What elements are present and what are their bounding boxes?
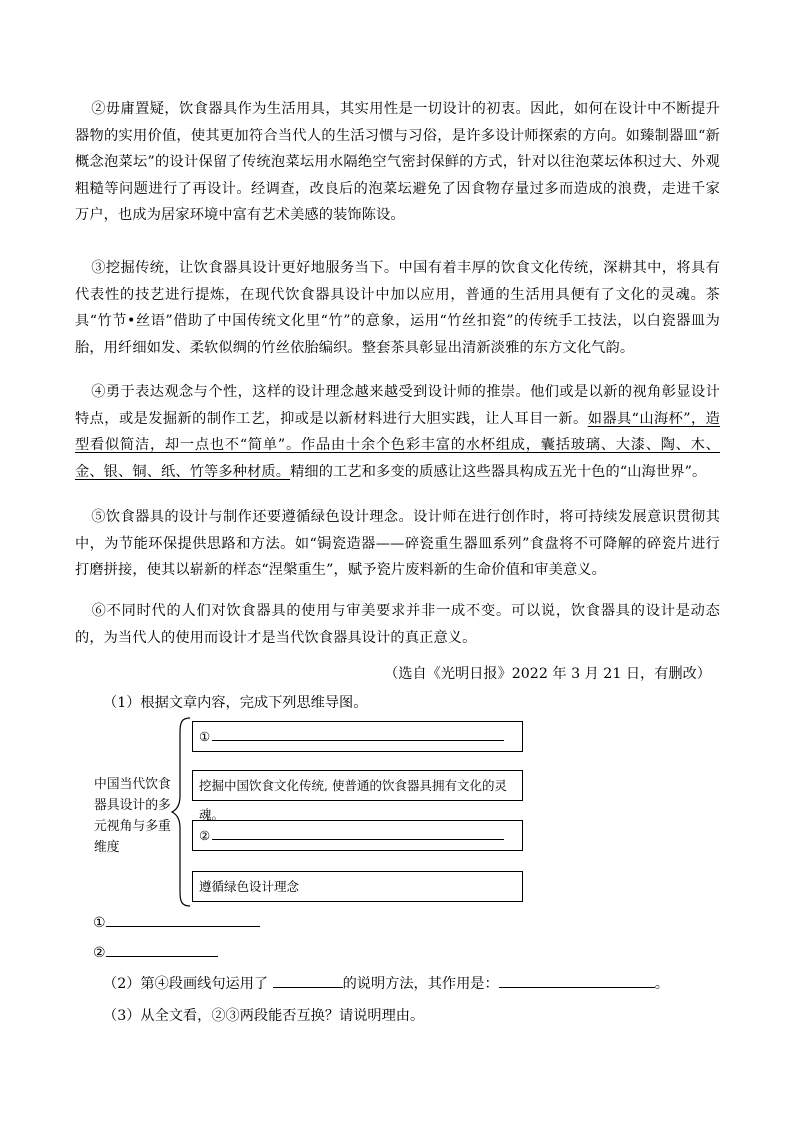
mindmap-box-3[interactable]: [192, 820, 523, 851]
answer-line-2[interactable]: [93, 942, 218, 964]
mindmap-box-4: [192, 871, 523, 902]
paragraph-6-text: ⑥不同时代的人们对饮食器具的使用与审美要求并非一成不变。可以说，饮食器具的设计是动态的，为当代人的使用而设计才是当代饮食器具设计的真正意义。: [75, 603, 720, 646]
box-1-answer-blank[interactable]: [212, 727, 504, 741]
question-1-prompt: （1）根据文章内容，完成下列思维导图。: [103, 695, 368, 711]
paragraph-6: [75, 598, 720, 651]
box-3-label: ②: [199, 828, 211, 843]
mindmap-box-2: [192, 770, 523, 822]
curly-brace-icon: [170, 716, 192, 908]
question-2: [103, 972, 669, 996]
box-2-text: 挖掘中国饮食文化传统, 使普通的饮食器具拥有文化的灵魂。: [199, 778, 507, 822]
answer-1-label: ①: [93, 915, 106, 931]
question-3: （3）从全文看，②③两段能否互换？请说明理由。: [103, 1008, 425, 1024]
question-2-blank-2[interactable]: [499, 973, 655, 988]
mindmap-box-1[interactable]: [192, 721, 523, 752]
question-2-part1: （2）第④段画线句运用了: [103, 976, 273, 992]
paragraph-4-text-end: 精细的工艺和多变的质感让这些器具构成五光十色的“山海世界”。: [290, 463, 707, 480]
mindmap-root-label: 中国当代饮食器具设计的多元视角与多重维度: [94, 777, 171, 855]
answer-line-1[interactable]: [93, 912, 260, 934]
underlined-sentence: 如器具“山海杯”，造型看似简洁，却一点也不“简单”。作品由十余个色彩丰富的水杯组成，囊括玻璃、大漆、陶、木、金、银、铜、纸、竹等多种材质。: [75, 410, 720, 480]
paragraph-5: [75, 504, 720, 584]
paragraph-4-text: ④勇于表达观念与个性，这样的设计理念越来越受到设计师的推崇。他们或是以新的视角彰显设计特点，或是发掘新的制作工艺，抑或是以新材料进行大胆实践，让人耳目一新。: [75, 384, 720, 427]
paragraph-2-text: ②毋庸置疑，饮食器具作为生活用具，其实用性是一切设计的初衷。因此，如何在设计中不断提升器物的实用价值，使其更加符合当代人的生活习惯与习俗，是许多设计师探索的方向。如臻制器皿“新概念泡菜坛”的设计保留了传统泡菜坛用水隔绝空气密封保鲜的方式，针对以往泡菜坛体积过大、外观粗糙等问题进行了再设计。经调查，改良后的泡菜坛避免了因食物存量过多而造成的浪费，走进千家万户，也成为居家环境中富有艺术美感的装饰陈设。: [75, 101, 720, 223]
paragraph-3: [75, 255, 720, 361]
question-2-blank-1[interactable]: [273, 973, 343, 988]
paragraph-3-text: ③挖掘传统，让饮食器具设计更好地服务当下。中国有着丰厚的饮食文化传统，深耕其中，将具有代表性的技艺进行提炼，在现代饮食器具设计中加以应用，普通的生活用具便有了文化的灵魂。茶具“竹节•丝语”借助了中国传统文化里“竹”的意象，运用“竹丝扣瓷”的传统手工技法，以白瓷器皿为胎，用纤细如发、柔软似绸的竹丝依胎编织。整套茶具彰显出清新淡雅的东方文化气韵。: [75, 260, 720, 356]
box-1-label: ①: [199, 729, 211, 744]
paragraph-4: [75, 379, 720, 485]
question-2-part2: 的说明方法，其作用是：: [342, 976, 499, 992]
source-citation: （选自《光明日报》2022 年 3 月 21 日，有删改）: [384, 666, 711, 682]
question-2-part3: 。: [654, 976, 669, 992]
answer-2-blank[interactable]: [106, 942, 218, 957]
answer-1-blank[interactable]: [106, 912, 260, 927]
paragraph-5-text: ⑤饮食器具的设计与制作还要遵循绿色设计理念。设计师在进行创作时，将可持续发展意识贯彻其中，为节能环保提供思路和方法。如“锔瓷造器——碎瓷重生器皿系列”食盘将不可降解的碎瓷片进行打磨拼接，使其以崭新的样态“涅槃重生”，赋予瓷片废料新的生命价值和审美意义。: [75, 509, 720, 578]
paragraph-2: [75, 96, 720, 229]
box-3-answer-blank[interactable]: [212, 826, 504, 840]
box-4-text: 遵循绿色设计理念: [199, 879, 300, 894]
answer-2-label: ②: [93, 945, 106, 961]
